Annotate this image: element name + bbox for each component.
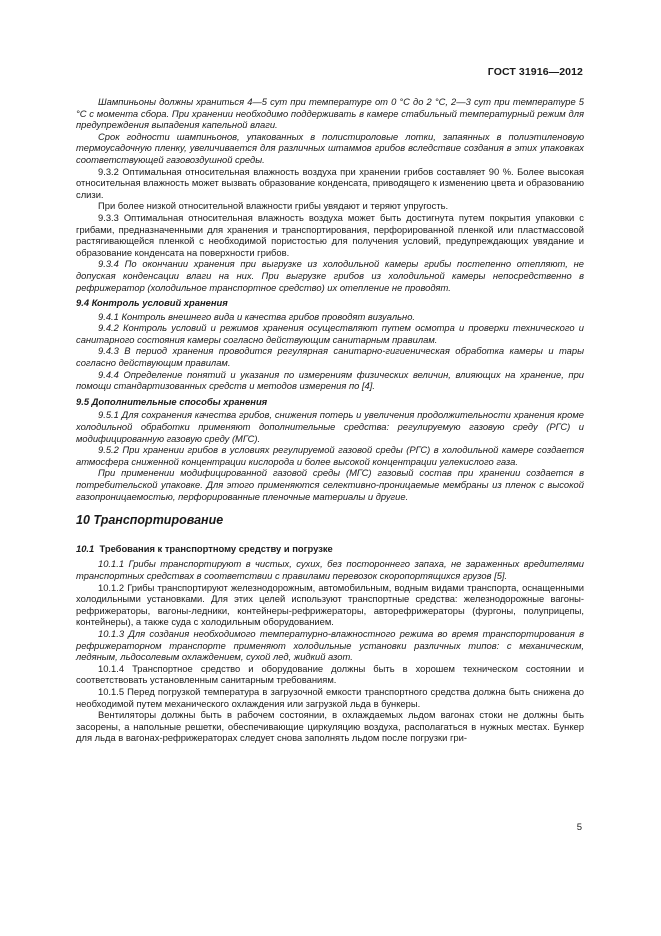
subsection-number: 10.1: [76, 542, 95, 554]
page-number: 5: [576, 822, 582, 833]
clause-10-1-1: 10.1.1 Грибы транспортируют в чистых, сухих, без постороннего запаха, не зараженных вредителями транспортных средствах в соответствии с правилами перевозок скоропортящихся грузов [5].: [76, 558, 584, 581]
clause-9-5-1: 9.5.1 Для сохранения качества грибов, снижения потерь и увеличения продолжительности хранения кроме холодильной обработки применяют дополнительные средства: регулируемую газовую среду (РГС) и модифицированную газовую среду (МГС).: [76, 409, 584, 444]
page-body: [76, 96, 584, 744]
subsection-heading-10-1: [76, 543, 584, 555]
clause-10-1-2: 10.1.2 Грибы транспортируют железнодорожным, автомобильным, водным видами транспорта, оснащенными холодильными установками. Для этих целей используют транспортные средства: железнодорожные вагоны-рефрижераторы, вагоны-ледники, контейнеры-рефрижераторы, авторефрижераторы (фургоны, полуприцепы, контейнеры), а также суда с холодильным оборудованием.: [76, 581, 584, 628]
paragraph: Вентиляторы должны быть в рабочем состоянии, в охлаждаемых льдом вагонах стоки не должны быть засорены, а напольные решетки, обеспечивающие циркуляцию воздуха, располагаться в нужных местах. Бункер для льда в вагонах-рефрижераторах следует снова заполнять льдом после погрузки гри-: [76, 709, 584, 744]
clause-10-1-4: 10.1.4 Транспортное средство и оборудование должны быть в хорошем техническом состоянии и соответствовать установленным санитарным требованиям.: [76, 662, 584, 686]
clause-9-4-4: 9.4.4 Определение понятий и указания по измерениям физических величин, влияющих на хранение, при помощи стандартизованных средств и методов измерения по [4].: [76, 368, 584, 392]
clause-9-4-1: 9.4.1 Контроль внешнего вида и качества грибов проводят визуально.: [98, 310, 416, 322]
subsection-heading-9-5: 9.5 Дополнительные способы хранения: [76, 395, 268, 407]
clause-9-3-4: 9.3.4 По окончании хранения при выгрузке из холодильной камеры грибы постепенно отепляют, не допуская конденсации влаги на них. При выгрузке грибов из холодильной камеры непосредственно в рефрижератор (холодильное транспортное средство) их отепление не проводят.: [76, 258, 584, 293]
paragraph: Шампиньоны должны храниться 4—5 сут при температуре от 0 °С до 2 °С, 2—3 сут при температуре 5 °С с момента сбора. При хранении необходимо поддерживать в камере стабильный температурный режим для предупреждения выпадения капельной влаги.: [76, 96, 584, 131]
clause-9-4-2: 9.4.2 Контроль условий и режимов хранения осуществляют путем осмотра и проверки технического и санитарного состояния камеры согласно действующим санитарным правилам.: [76, 322, 584, 345]
clause-9-3-2: 9.3.2 Оптимальная относительная влажность воздуха при хранении грибов составляет 90 %. Более высокая относительная влажность может вызвать образование конденсата, приводящего к изменению цвета и образованию слизи.: [76, 165, 584, 200]
paragraph: При более низкой относительной влажности грибы увядают и теряют упругость.: [98, 200, 449, 212]
paragraph: Срок годности шампиньонов, упакованных в полистироловые лотки, запаянных в полиэтиленовую термоусадочную пленку, увеличивается для различных штаммов грибов вследствие создания в этих упаковках соответствующей газовоздушной среды.: [76, 130, 584, 165]
clause-9-3-3: 9.3.3 Оптимальная относительная влажность воздуха может быть достигнута путем покрытия упаковки с грибами, предназначенными для хранения и транспортирования, перфорированной пленкой или пластмассовой растягивающейся пленкой с необходимой пористостью для получения условий, предупреждающих увядание и образование конденсата на поверхности грибов.: [76, 211, 584, 258]
clause-9-5-2: 9.5.2 При хранении грибов в условиях регулируемой газовой среды (РГС) в холодильной камере создается атмосфера сниженной концентрации кислорода и более высокой концентрации углекислого газа.: [76, 444, 584, 467]
section-heading-10: 10 Транспортирование: [76, 513, 224, 528]
paragraph: При применении модифицированной газовой среды (МГС) газовый состав при хранении создается в потребительской упаковке. Для этого применяются селективно-проницаемые мембраны из пленок с высокой газопроницаемостью, перфорированные пленочные материалы и другие.: [76, 467, 584, 502]
subsection-title: Требования к транспортному средству и погрузке: [99, 542, 333, 554]
clause-10-1-3: 10.1.3 Для создания необходимого температурно-влажностного режима во время транспортирования в рефрижераторном транспорте применяют холодильные установки различных типов: с механическим, ледяным, льдосолевым охлаждением, сухой лед, жидкий азот.: [76, 627, 584, 663]
subsection-heading-9-4: 9.4 Контроль условий хранения: [76, 297, 228, 309]
clause-10-1-5: 10.1.5 Перед погрузкой температура в загрузочной емкости транспортного средства должна быть снижена до необходимой путем механического охлаждения или загрузкой льда в бункеры.: [76, 685, 584, 709]
clause-9-4-3: 9.4.3 В период хранения проводится регулярная санитарно-гигиеническая обработка камеры и тары согласно действующим правилам.: [76, 345, 584, 369]
document-code: ГОСТ 31916—2012: [487, 66, 583, 78]
